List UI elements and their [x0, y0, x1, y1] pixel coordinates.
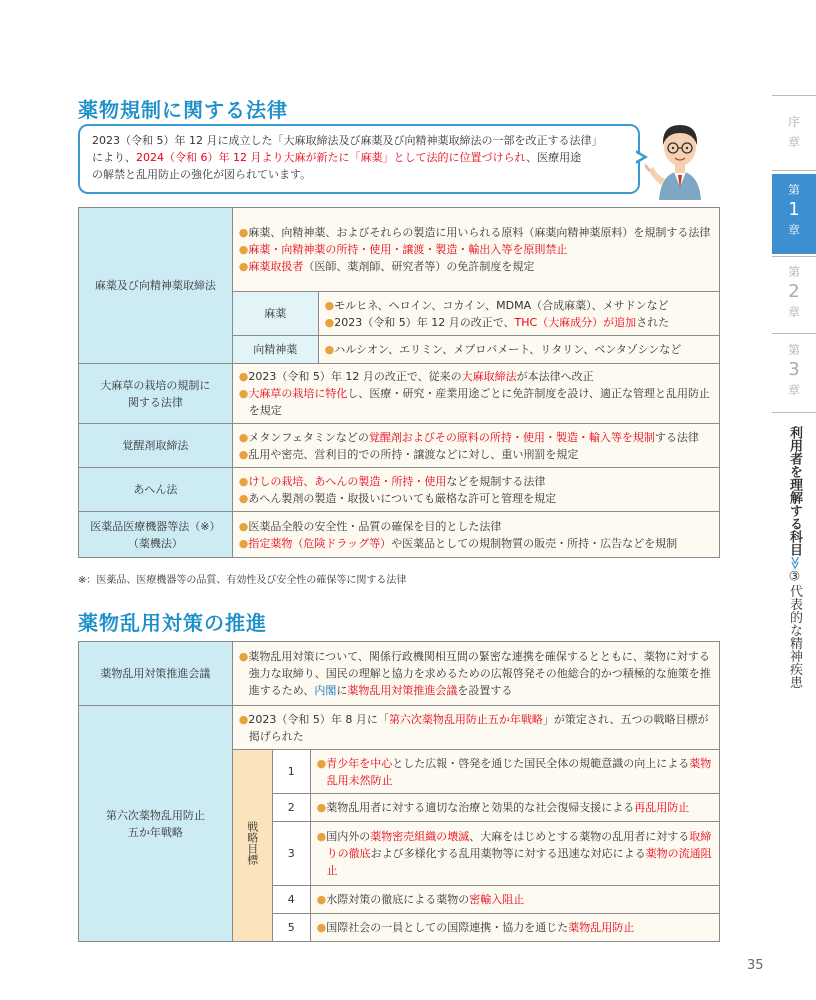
bullet-item: ●あへん製剤の製造・取扱いについても厳格な許可と管理を規定 — [238, 491, 557, 505]
tab-chapter-1[interactable]: 第 1 章 — [772, 174, 816, 254]
sub-category-cell: 麻薬 — [232, 292, 318, 336]
strategy-intro-cell — [232, 706, 719, 750]
law-name-cell: 医薬品医療機器等法（※） （薬機法） — [79, 512, 233, 558]
tab-divider — [772, 170, 816, 171]
measure-name-cell: 第六次薬物乱用防止 五か年戦略 — [79, 706, 233, 942]
sub-content-cell — [318, 336, 719, 364]
bullet-item: ●国内外の薬物密売組織の壊滅、大麻をはじめとする薬物の乱用者に対する取締りの徹底および多様化する乱用薬物等に対する迅速な対応による薬物の流通阻止 — [316, 830, 712, 877]
measure-name-cell: 薬物乱用対策推進会議 — [79, 642, 233, 706]
bullet-item: ●2023（令和 5）年 12 月の改正で、従来の大麻取締法が本法律へ改正 — [238, 370, 594, 383]
goal-content — [310, 794, 719, 822]
bubble-line: 2023（令和 5）年 12 月に成立した「大麻取締法及び麻薬及び向精神薬取締法の一部を改正する法律」 — [92, 134, 603, 147]
strategic-goals-label: 戦略目標 — [232, 750, 272, 942]
law-content-cell — [232, 424, 719, 468]
bubble-line: の解禁と乱用防止の強化が図られています。 — [92, 168, 312, 181]
law-name-cell: 覚醒剤取締法 — [79, 424, 233, 468]
goal-content — [310, 750, 719, 794]
law-content-cell — [232, 468, 719, 512]
tab-divider — [772, 95, 816, 96]
goal-number: 4 — [272, 886, 310, 914]
tab-divider — [772, 256, 816, 257]
goal-number: 5 — [272, 914, 310, 942]
goal-content — [310, 886, 719, 914]
sub-content-cell — [318, 292, 719, 336]
goal-number: 3 — [272, 822, 310, 886]
law-name-cell: 麻薬及び向精神薬取締法 — [79, 208, 233, 364]
measure-content-cell — [232, 642, 719, 706]
tab-divider — [772, 412, 816, 413]
goal-number: 1 — [272, 750, 310, 794]
law-content-cell — [232, 364, 719, 424]
law-name-cell: あへん法 — [79, 468, 233, 512]
bullet-item: ●けしの栽培、あへんの製造・所持・使用などを規制する法律 — [238, 474, 546, 488]
goal-number: 2 — [272, 794, 310, 822]
bullet-item: ●メタンフェタミンなどの覚醒剤およびその原料の所持・使用・製造・輸入等を規制する法律 — [238, 430, 699, 444]
drug-abuse-table — [78, 641, 720, 942]
bullet-item: ●麻薬・向精神薬の所持・使用・譲渡・製造・輸出入等を原則禁止 — [238, 243, 568, 256]
tab-divider — [772, 333, 816, 334]
bullet-item: ●大麻草の栽培に特化し、医療・研究・産業用途ごとに免許制度を設け、適正な管理と乱用防止を規定 — [238, 387, 710, 417]
goal-content — [310, 914, 719, 942]
bubble-tail-inner — [636, 153, 643, 161]
tab-prologue[interactable]: 序 章 — [787, 115, 800, 149]
bullet-item: ●2023（令和 5）年 12 月の改正で、THC（大麻成分）が追加された — [324, 315, 670, 329]
bullet-item: ●2023（令和 5）年 8 月に「第六次薬物乱用防止五か年戦略」が策定され、五つの戦略目標が掲げられた — [238, 712, 709, 743]
bullet-item: ●水際対策の徹底による薬物の密輸入阻止 — [316, 893, 525, 906]
drug-law-table — [78, 207, 720, 558]
law-content-cell — [232, 208, 719, 292]
section-title-drug-laws: 薬物規制に関する法律 — [78, 98, 288, 122]
bullet-item: ●薬物乱用対策について、関係行政機関相互間の緊密な連携を確保するとともに、薬物に対する強力な取締り、国民の理解と協力を求めるための広報啓発その他総合的かつ積極的な施策を推進するため、内閣に薬物乱用対策推進会議を設置する — [238, 650, 711, 697]
tab-chapter-2[interactable]: 第 2 章 — [787, 265, 800, 319]
speech-bubble — [78, 124, 640, 194]
bullet-item: ●麻薬取扱者（医師、薬剤師、研究者等）の免許制度を規定 — [238, 260, 535, 273]
footnote: ※：医薬品、医療機器等の品質、有効性及び安全性の確保等に関する法律 — [78, 575, 407, 586]
bullet-item: ●麻薬、向精神薬、およびそれらの製造に用いられる原料（麻薬向精神薬原料）を規制する法律 — [238, 226, 711, 239]
tab-chapter-3[interactable]: 第 3 章 — [787, 343, 800, 397]
bullet-item: ●国際社会の一員としての国際連携・協力を通じた薬物乱用防止 — [316, 921, 635, 934]
bullet-item: ●指定薬物（危険ドラッグ等）や医薬品としての規制物質の販売・所持・広告などを規制 — [238, 536, 678, 550]
bullet-item: ●青少年を中心とした広報・啓発を通じた国民全体の規範意識の向上による薬物乱用未然防止 — [316, 756, 712, 787]
bullet-item: ●モルヒネ、ヘロイン、コカイン、MDMA（合成麻薬）、メサドンなど — [324, 298, 669, 312]
law-content-cell — [232, 512, 719, 558]
bubble-line: により、2024（令和 6）年 12 月より大麻が新たに「麻薬」として法的に位置づけられ、医療用途 — [92, 151, 582, 164]
bullet-item: ●医薬品全般の安全性・品質の確保を目的とした法律 — [238, 519, 502, 533]
bullet-item: ●乱用や密売、営利目的での所持・譲渡などに対し、重い刑罰を規定 — [238, 447, 579, 461]
teacher-avatar-icon — [645, 115, 715, 200]
goal-content — [310, 822, 719, 886]
bullet-item: ●薬物乱用者に対する適切な治療と効果的な社会復帰支援による再乱用防止 — [316, 801, 690, 814]
sub-category-cell: 向精神薬 — [232, 336, 318, 364]
page-number: 35 — [747, 958, 764, 973]
section-title-drug-abuse-measures: 薬物乱用対策の推進 — [78, 611, 267, 635]
section-vertical-label: 利用者を理解する科目≫③代表的な精神疾患 — [787, 426, 802, 689]
law-name-cell: 大麻草の栽培の規制に 関する法律 — [79, 364, 233, 424]
bullet-item: ●ハルシオン、エリミン、メプロバメート、リタリン、ベンタゾシンなど — [324, 343, 682, 356]
